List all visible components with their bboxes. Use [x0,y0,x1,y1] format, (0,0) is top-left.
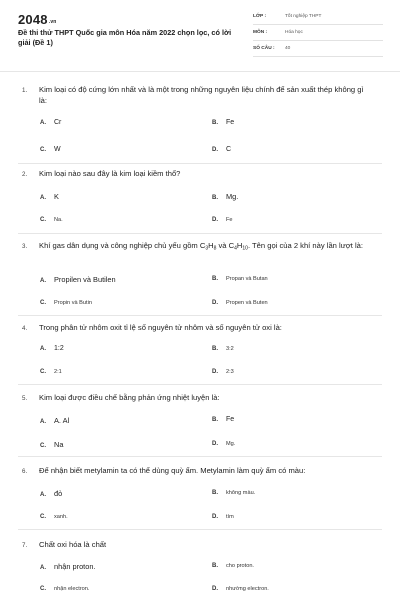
question-text: Chất oxi hóa là chất [39,540,107,549]
meta-row-subject [253,28,383,41]
option-letter: B. [212,195,218,201]
option-text: đỏ [54,489,63,498]
text-fragment: Khí gas dân dụng và công nghiệp chủ yếu gồm C [39,241,206,250]
option-letter: A. [40,120,46,126]
option-text: 1:2 [54,345,64,352]
option-letter: D. [212,514,218,520]
option-text: không màu. [226,490,256,496]
option-letter: C. [40,586,46,592]
option-text: Cr [54,119,62,126]
site-logo[interactable] [18,12,57,27]
option-letter: C. [40,514,46,520]
logo-tld: .vn [48,19,57,25]
question-divider [18,163,382,164]
option-text: W [54,146,61,153]
option-c[interactable] [40,368,62,375]
meta-label: MÔN : [253,30,268,35]
exam-meta [253,12,383,57]
option-letter: C. [40,443,46,449]
option-letter: A. [40,278,46,284]
option-c[interactable] [40,299,92,306]
subscript: 10 [242,245,248,252]
option-a[interactable] [40,562,96,571]
option-letter: B. [212,120,218,126]
option-text: 3:2 [226,346,234,352]
subscript: 3 [205,245,209,252]
subscript: 8 [213,245,217,252]
option-letter: D. [212,586,218,592]
option-d[interactable] [212,440,235,447]
option-letter: C. [40,147,46,153]
option-d[interactable] [212,368,234,375]
option-letter: D. [212,369,218,375]
option-letter: A. [40,346,46,352]
option-text: Propan và Butan [226,276,268,282]
option-letter: D. [212,217,218,223]
option-text: Propin và Butin [54,300,92,306]
meta-value: Hóa học [285,30,303,35]
option-letter: A. [40,492,46,498]
subscript: 4 [234,245,237,252]
option-text: nhận electron. [54,586,90,592]
option-text: nhường electron. [226,586,269,592]
question-divider [18,233,382,234]
option-d[interactable] [212,299,268,306]
option-letter: B. [212,563,218,569]
option-b[interactable] [212,345,234,352]
question-text [39,240,369,255]
question-text: Kim loại được điều chế bằng phản ứng nhiệt luyện là: [39,393,220,402]
option-c[interactable] [40,216,63,223]
option-letter: C. [40,217,46,223]
option-a[interactable] [40,275,116,284]
option-letter: C. [40,300,46,306]
meta-value: Tốt nghiệp THPT [285,14,322,19]
logo-text: 2048 [18,12,48,27]
option-letter: B. [212,276,218,282]
question-number: 2. [22,171,28,178]
option-c[interactable] [40,146,61,153]
option-a[interactable] [40,192,59,201]
meta-row-class [253,12,383,25]
option-d[interactable] [212,146,231,153]
option-b[interactable] [212,416,234,423]
option-text: Fe [226,119,235,126]
text-fragment: và C [216,241,235,250]
question-number: 3. [22,243,28,250]
header-divider [0,71,400,72]
option-b[interactable] [212,489,255,496]
option-text: cho proton. [226,563,254,569]
option-text: xanh. [54,514,68,520]
option-letter: B. [212,417,218,423]
option-d[interactable] [212,585,269,592]
question-divider [18,384,382,385]
question-number: 4. [22,325,28,332]
option-letter: A. [40,565,46,571]
question-number: 6. [22,468,28,475]
option-c[interactable] [40,513,68,520]
option-letter: D. [212,300,218,306]
option-letter: D. [212,441,218,447]
option-c[interactable] [40,585,89,592]
option-text: Propilen và Butilen [54,275,116,284]
option-text: Na. [54,217,63,223]
option-text: Fe [226,217,233,223]
option-letter: B. [212,490,218,496]
option-letter: D. [212,147,218,153]
page-header [0,0,400,68]
option-d[interactable] [212,216,233,223]
option-b[interactable] [212,562,254,569]
option-text: Na [54,440,64,449]
option-letter: B. [212,346,218,352]
option-text: A. Al [54,416,70,425]
text-fragment: H [236,241,243,250]
option-d[interactable] [212,513,234,520]
question-text: Kim loại có độ cứng lớn nhất và là một trong những nguyên liệu chính để sản xuất thép không gỉ là: [39,85,364,105]
option-text: Propen và Buten [226,300,268,306]
meta-label: LỚP : [253,14,267,19]
option-a[interactable] [40,416,69,425]
option-text: tím [226,514,234,520]
question-text: Kim loại nào sau đây là kim loại kiềm thổ? [39,169,181,178]
option-a[interactable] [40,489,62,498]
question-text: Trong phân tử nhôm oxit tỉ lệ số nguyên tử nhôm và số nguyên tử oxi là: [39,323,282,332]
option-letter: C. [40,369,46,375]
meta-row-count [253,44,383,57]
meta-label: SỐ CÂU : [253,46,275,51]
option-letter: A. [40,419,46,425]
option-b[interactable] [212,119,234,126]
option-text: K [54,192,59,201]
question-divider [18,315,382,316]
text-fragment: . Tên gọi của 2 khí này lần lượt là: [247,241,363,250]
option-text: Mg. [226,441,236,447]
question-number: 7. [22,542,28,549]
option-text: Fe [226,416,235,423]
option-b[interactable] [212,192,238,201]
option-a[interactable] [40,345,64,352]
meta-value: 40 [285,46,291,51]
option-text: C [226,146,232,153]
option-text: 2:3 [226,369,234,375]
question-number: 1. [22,87,28,94]
exam-title: Đề thi thử THPT Quốc gia môn Hóa năm 2022 chọn lọc, có lời giải (Đề 1) [18,28,232,47]
question-text: Để nhận biết metylamin ta có thể dùng quỳ ẩm. Metylamin làm quỳ ẩm có màu: [39,466,306,475]
question-divider [18,456,382,457]
question-number: 5. [22,395,28,402]
option-b[interactable] [212,275,268,282]
option-c[interactable] [40,440,63,449]
option-a[interactable] [40,119,61,126]
question-divider [18,529,382,530]
option-text: nhận proton. [54,562,96,571]
option-text: 2:1 [54,369,62,375]
text-fragment: H [208,241,214,250]
option-text: Mg. [226,192,239,201]
option-letter: A. [40,195,46,201]
